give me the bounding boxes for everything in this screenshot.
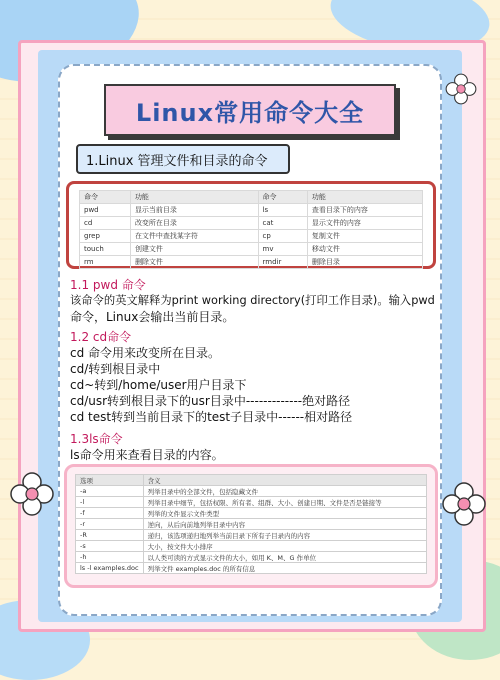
table-row — [76, 508, 427, 519]
table-cell: 移动文件 — [307, 243, 422, 256]
paragraph-line: cd test转到当前目录下的test子目录中------相对路径 — [70, 410, 353, 424]
table-cell: cp — [258, 230, 307, 243]
table-cell: 列举目录中的全部文件，包括隐藏文件 — [143, 486, 426, 497]
table-cell: 在文件中查找某字符 — [130, 230, 258, 243]
ls-options-table-box — [64, 464, 438, 588]
table-cell: -f — [76, 508, 144, 519]
paragraph-line: cd/usr转到根目录下的usr目录中-------------绝对路径 — [70, 394, 351, 408]
table-cell: 改变所在目录 — [130, 217, 258, 230]
table-header: 命令 — [258, 191, 307, 204]
table-row — [80, 230, 423, 243]
table-cell: -h — [76, 552, 144, 563]
table-cell: 复制文件 — [307, 230, 422, 243]
table-cell: 列举的文件显示文件类型 — [143, 508, 426, 519]
subheading-cd: 1.2 cd命令 — [70, 330, 132, 344]
flower-icon — [8, 470, 56, 518]
paragraph-line: cd 命令用来改变所在目录。 — [70, 346, 221, 360]
subheading-pwd: 1.1 pwd 命令 — [70, 278, 146, 292]
table-row — [76, 497, 427, 508]
table-cell: grep — [80, 230, 131, 243]
table-cell: 以人类可读的方式显示文件的大小，如用 K、M、G 作单位 — [143, 552, 426, 563]
flower-icon — [444, 72, 478, 106]
table-row — [80, 204, 423, 217]
table-cell: rmdir — [258, 256, 307, 269]
command-table-box — [66, 181, 436, 269]
table-row — [80, 217, 423, 230]
table-cell: cd — [80, 217, 131, 230]
title-banner — [104, 84, 396, 136]
table-row — [80, 243, 423, 256]
paragraph-line: 该命令的英文解释为print working directory(打印工作目录)。输入pwd — [70, 294, 435, 307]
page-title: Linux常用命令大全 — [135, 98, 365, 127]
command-table — [79, 190, 423, 269]
paragraph-line: 命令，Linux会输出当前目录。 — [70, 310, 235, 324]
table-cell: cat — [258, 217, 307, 230]
table-cell: ls -l examples.doc — [76, 563, 144, 574]
table-cell: ls — [258, 204, 307, 217]
table-header: 功能 — [307, 191, 422, 204]
table-cell: rm — [80, 256, 131, 269]
table-cell: 显示文件的内容 — [307, 217, 422, 230]
table-cell: 列举目录中细节，包括权限、所有者、组群、大小、创建日期、文件是否是链接等 — [143, 497, 426, 508]
subheading-ls: 1.3ls命令 — [70, 432, 123, 446]
paragraph-line: ls命令用来查看目录的内容。 — [70, 448, 224, 462]
cd-section — [70, 328, 440, 425]
table-cell: -R — [76, 530, 144, 541]
table-cell: 删除文件 — [130, 256, 258, 269]
table-header-row — [80, 191, 423, 204]
table-cell: -a — [76, 486, 144, 497]
table-header-row — [76, 475, 427, 486]
table-cell: 删除目录 — [307, 256, 422, 269]
section-heading: 1.Linux 管理文件和目录的命令 — [86, 153, 268, 169]
paragraph-line: cd~转到/home/user用户目录下 — [70, 378, 247, 392]
table-header: 命令 — [80, 191, 131, 204]
ls-options-table — [75, 474, 427, 574]
ls-section — [70, 430, 440, 463]
table-cell: -l — [76, 497, 144, 508]
table-header: 选项 — [76, 475, 144, 486]
table-row — [76, 541, 427, 552]
table-cell: -s — [76, 541, 144, 552]
table-cell: 显示当前目录 — [130, 204, 258, 217]
table-cell: pwd — [80, 204, 131, 217]
table-header: 含义 — [143, 475, 426, 486]
paragraph-line: cd/转到根目录中 — [70, 362, 161, 376]
table-cell: 递归，该选项递归地列举当前目录下所有子目录内的内容 — [143, 530, 426, 541]
table-cell: touch — [80, 243, 131, 256]
table-cell: 列举文件 examples.doc 的所有信息 — [143, 563, 426, 574]
section-heading-box — [76, 144, 290, 174]
table-row — [80, 256, 423, 269]
table-row — [76, 519, 427, 530]
table-row — [76, 563, 427, 574]
table-row — [76, 486, 427, 497]
pwd-section — [70, 276, 440, 325]
table-header: 功能 — [130, 191, 258, 204]
table-cell: 大小，按文件大小排序 — [143, 541, 426, 552]
table-row — [76, 552, 427, 563]
table-cell: 创建文件 — [130, 243, 258, 256]
table-cell: 查看目录下的内容 — [307, 204, 422, 217]
table-row — [76, 530, 427, 541]
table-cell: -r — [76, 519, 144, 530]
table-cell: mv — [258, 243, 307, 256]
flower-icon — [440, 480, 488, 528]
table-cell: 逆向，从后向前地列举目录中内容 — [143, 519, 426, 530]
